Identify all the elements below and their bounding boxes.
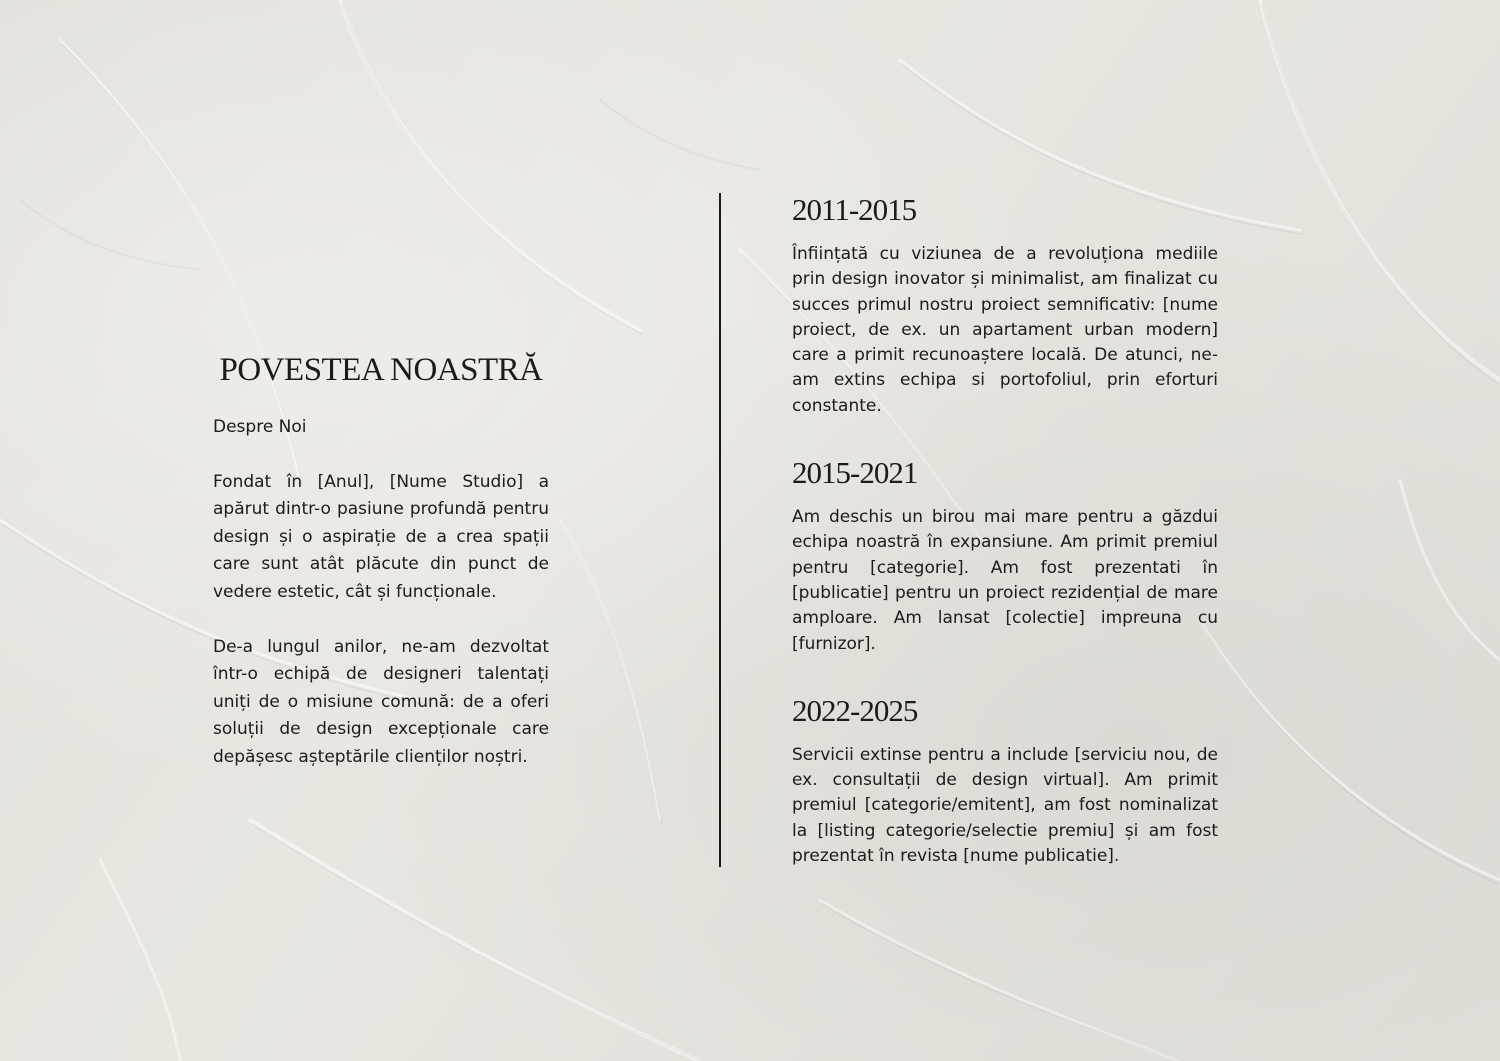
timeline-entry xyxy=(792,190,1218,419)
vertical-divider xyxy=(719,193,721,867)
story-paragraph: Fondat în [Anul], [Nume Studio] a apărut dintr-o pasiune profundă pentru design și o aspirație de a crea spații care sunt atât plăcute din punct de vedere estetic, cât și funcționale. xyxy=(213,472,549,602)
page-title: POVESTEA NOASTRĂ xyxy=(219,352,543,388)
timeline-period: 2011-2015 xyxy=(792,192,917,227)
section-subtitle: Despre Noi xyxy=(213,417,307,437)
timeline-period: 2015-2021 xyxy=(792,455,918,491)
timeline-entry xyxy=(792,453,1218,657)
timeline-description: Înființată cu viziunea de a revoluționa mediile prin design inovator și minimalist, am finalizat cu succes primul nostru proiect semnificativ: [nume proiect, de ex. un apartament urban modern] care a primit recunoaștere locală. De atunci, ne-am extins echipa si portofoliul, prin eforturi constante. xyxy=(792,244,1218,416)
timeline-description: Servicii extinse pentru a include [serviciu nou, de ex. consultații de design virtual]. Am primit premiul [categorie/emitent], am fost nominalizat la [listing categorie/selectie premiu] și am fost prezentat în revista [nume publicatie]. xyxy=(792,744,1218,867)
story-paragraph: De-a lungul anilor, ne-am dezvoltat într-o echipă de designeri talentați uniți de o misiune comună: de a oferi soluții de design excepționale care depășesc așteptările clienților noștri. xyxy=(213,637,549,767)
timeline-description: Am deschis un birou mai mare pentru a găzdui echipa noastră în expansiune. Am primit premiul pentru [categorie]. Am fost prezentati în [publicatie] pentru un proiect rezidențial de mare amploare. Am lansat [colectie] impreuna cu [furnizor]. xyxy=(792,507,1218,654)
timeline xyxy=(792,190,1218,903)
timeline-period: 2022-2025 xyxy=(792,692,918,728)
story-section xyxy=(213,350,549,799)
timeline-entry xyxy=(792,691,1218,869)
